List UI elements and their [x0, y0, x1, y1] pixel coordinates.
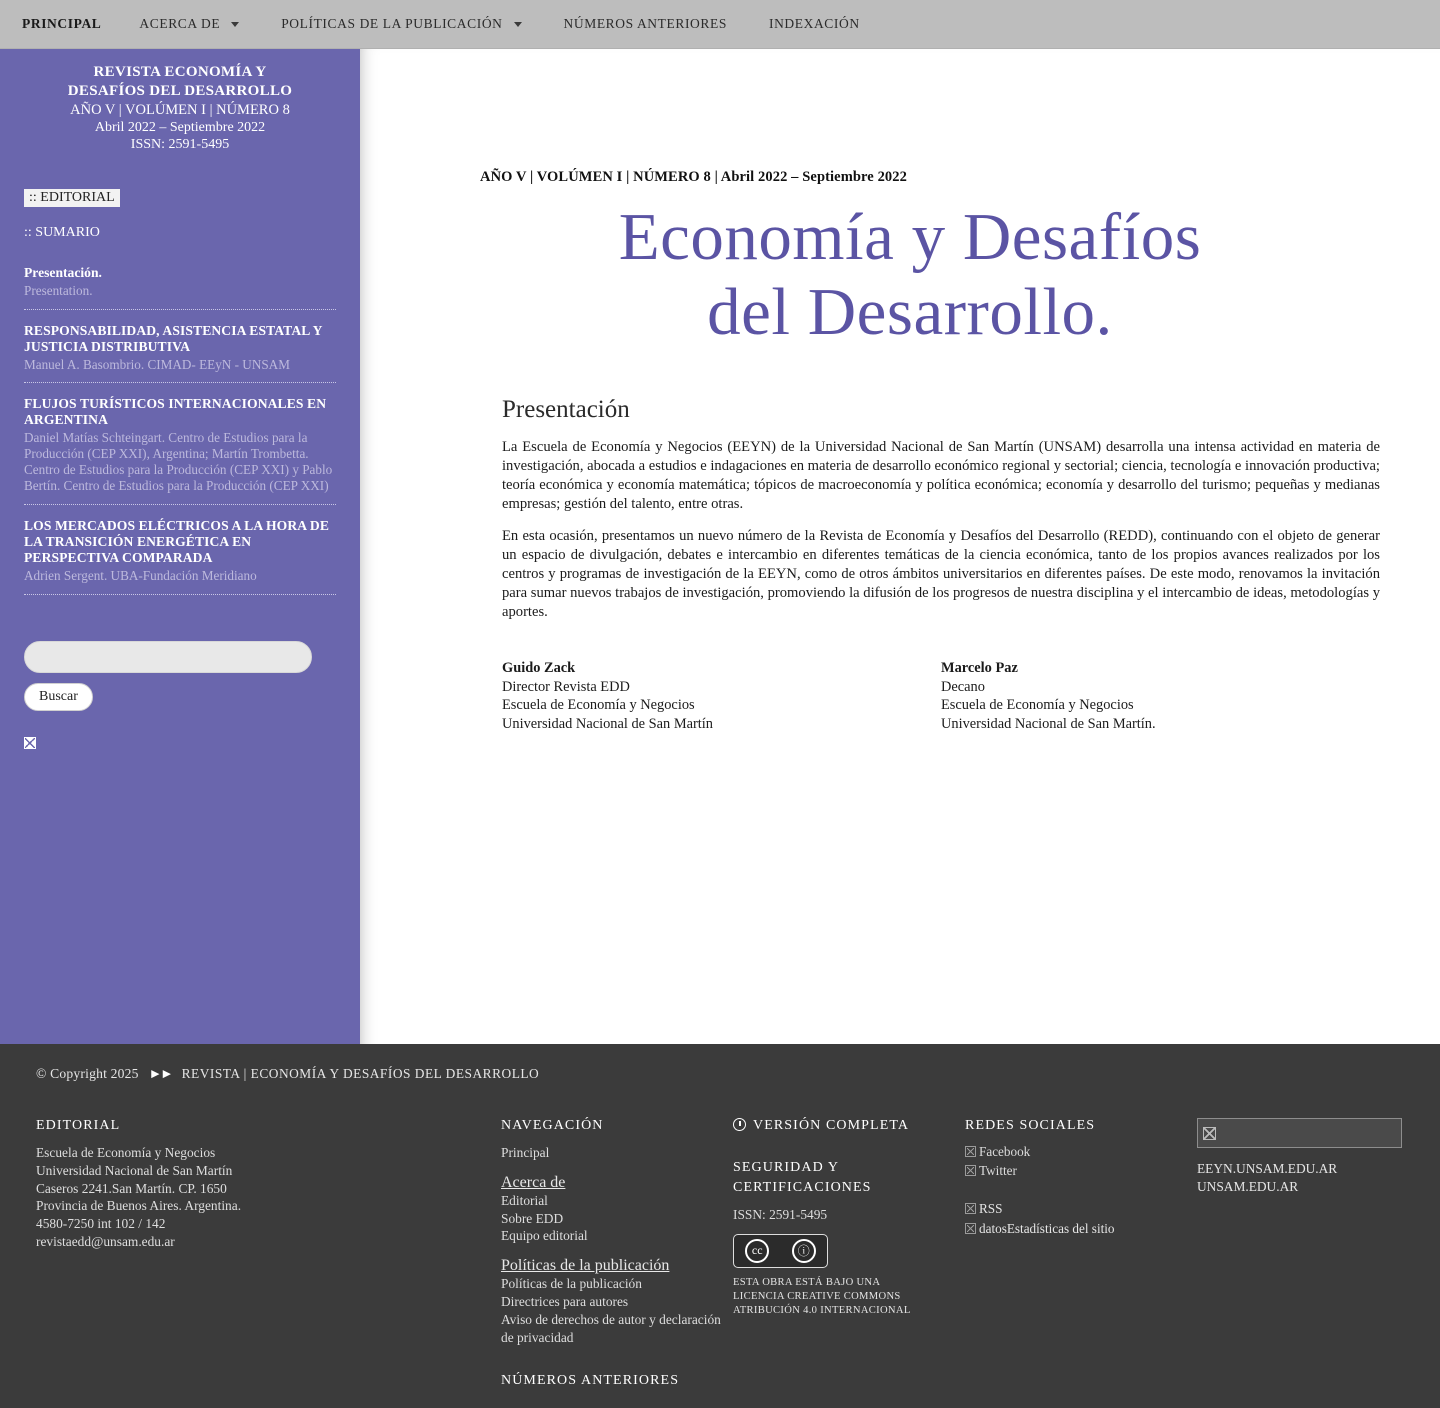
- table-of-contents: [24, 265, 336, 595]
- paragraph: La Escuela de Economía y Negocios (EEYN) de la Universidad Nacional de San Martín (UNSAM) desarrolla una intensa actividad en materia de investigación, abocada a estudios e indagaciones en materia de desarrollo económico regional y sectorial; ciencia, tecnología e innovación productiva; teoría económica y economía matemática; tópicos de macroeconomía y política económica; economía y desarrollo del turismo; pequeñas y medianas empresas; gestión del talento, entre otras.: [502, 439, 1380, 512]
- sidebar-link-sumario[interactable]: :: SUMARIO: [24, 224, 100, 240]
- issue-header-line: AÑO V | VOLÚMEN I | NÚMERO 8 | Abril 2022 – Septiembre 2022: [480, 169, 907, 185]
- sidebar-section-links: [24, 188, 336, 241]
- copyright-text: © Copyright 2025: [36, 1066, 139, 1081]
- toc-item-authors: Manuel A. Basombrio. CIMAD- EEyN - UNSAM: [24, 356, 290, 372]
- nav-item-politicas[interactable]: [281, 16, 543, 32]
- chevron-down-icon: [514, 22, 522, 27]
- chevron-down-icon: [231, 22, 239, 27]
- footer-column-navigation: [501, 1118, 733, 1399]
- footer-link-directrices[interactable]: Directrices para autores: [501, 1294, 629, 1310]
- stats-icon: [965, 1223, 976, 1234]
- social-link-twitter[interactable]: [965, 1163, 1197, 1179]
- social-label: Twitter: [979, 1163, 1017, 1178]
- footer-link-editorial[interactable]: Editorial: [501, 1192, 548, 1208]
- copyright-line: [0, 1044, 1440, 1082]
- list-item[interactable]: [24, 396, 336, 504]
- search-area: [24, 641, 336, 711]
- nav-item-label: ACERCA DE: [139, 16, 221, 31]
- site-stats-link[interactable]: [965, 1221, 1197, 1237]
- footer-link-derechos-autor[interactable]: Aviso de derechos de autor y declaración de privacidad: [501, 1311, 721, 1345]
- signature-school: Escuela de Economía y Negocios: [941, 697, 1134, 714]
- footer-issn: ISSN: 2591-5495: [733, 1207, 828, 1222]
- signature-role: Decano: [941, 678, 985, 695]
- footer-column-banner: [1197, 1118, 1427, 1399]
- footer-nav-group-politicas: [501, 1257, 733, 1346]
- footer-heading-version-label: VERSIÓN COMPLETA: [753, 1118, 910, 1133]
- signature-block: [502, 659, 1380, 733]
- page-title-line2: del Desarrollo.: [707, 275, 1113, 350]
- partner-banner-image[interactable]: [1197, 1118, 1402, 1148]
- nav-item-indexacion[interactable]: [769, 16, 882, 32]
- footer-nav-group-numeros: [501, 1373, 733, 1389]
- footer-link-equipo-editorial[interactable]: Equipo editorial: [501, 1228, 588, 1244]
- issn: ISSN: 2591-5495: [130, 137, 230, 153]
- clock-icon: [733, 1118, 746, 1131]
- editorial-phone: 4580-7250 int 102 / 142: [36, 1216, 166, 1232]
- cc-circle-icon: cc: [745, 1239, 769, 1263]
- journal-title-line1: REVISTA ECONOMÍA Y: [93, 64, 267, 80]
- list-item[interactable]: [24, 265, 336, 310]
- nav-item-label: PRINCIPAL: [22, 16, 102, 31]
- creative-commons-badge-icon[interactable]: [733, 1234, 828, 1268]
- nav-item-acerca-de[interactable]: [139, 16, 261, 32]
- footer-link-politicas[interactable]: Políticas de la publicación: [501, 1276, 642, 1292]
- signature-school: Escuela de Economía y Negocios: [502, 697, 695, 714]
- section-title: Presentación: [502, 396, 630, 424]
- signature-name: Guido Zack: [502, 660, 576, 677]
- stats-alt-label: datos: [979, 1221, 1007, 1236]
- social-label: Facebook: [979, 1144, 1031, 1159]
- footer-heading-seguridad-l2: CERTIFICACIONES: [733, 1180, 872, 1195]
- facebook-icon: [965, 1146, 976, 1157]
- list-item[interactable]: [24, 323, 336, 384]
- editorial-line: Caseros 2241.San Martín. CP. 1650: [36, 1180, 227, 1196]
- broken-image-icon: [24, 737, 36, 749]
- double-chevron-icon: ►►: [148, 1066, 172, 1081]
- footer-column-version: [733, 1118, 965, 1399]
- footer-link-acerca-de[interactable]: Acerca de: [501, 1173, 566, 1191]
- signature-name: Marcelo Paz: [941, 660, 1018, 677]
- page-body: [0, 49, 1440, 1049]
- footer-column-social: [965, 1118, 1197, 1399]
- footer-link-politicas-publicacion[interactable]: Políticas de la publicación: [501, 1257, 670, 1275]
- partner-links: [1197, 1160, 1427, 1196]
- toc-item-authors: Daniel Matías Schteingart. Centro de Estudios para la Producción (CEP XXI), Argentina; Martín Trombetta. Centro de Estudios para la Producción (CEP XXI) y Pablo Bertín. Centro de Estudios para la Producción (CEP XXI): [24, 430, 333, 493]
- stats-label: Estadísticas del sitio: [1006, 1221, 1115, 1236]
- toc-item-subtitle: Presentation.: [24, 282, 93, 298]
- toc-item-authors: Adrien Sergent. UBA-Fundación Meridiano: [24, 567, 257, 583]
- editorial-email[interactable]: revistaedd@unsam.edu.ar: [36, 1234, 175, 1250]
- rss-icon: [965, 1203, 976, 1214]
- search-input[interactable]: [24, 641, 312, 673]
- license-text: ESTA OBRA ESTÁ BAJO UNA LICENCIA CREATIVE COMMONS ATRIBUCIÓN 4.0 INTERNACIONAL: [733, 1276, 911, 1317]
- nav-item-numeros-anteriores[interactable]: [564, 16, 749, 32]
- top-navigation-bar: [0, 0, 1440, 49]
- footer-column-editorial: [36, 1118, 501, 1399]
- footer-nav-group-acerca: [501, 1174, 733, 1245]
- nav-item-label: NÚMEROS ANTERIORES: [563, 16, 727, 31]
- twitter-icon: [965, 1165, 976, 1176]
- page-title: [480, 200, 1380, 350]
- site-footer: [0, 1044, 1440, 1408]
- link-unsam[interactable]: UNSAM.EDU.AR: [1197, 1179, 1299, 1195]
- social-link-rss[interactable]: [965, 1201, 1197, 1217]
- signature-university: Universidad Nacional de San Martín.: [941, 715, 1156, 732]
- footer-heading-redes-sociales: REDES SOCIALES: [965, 1118, 1096, 1133]
- footer-link-sobre-edd[interactable]: Sobre EDD: [501, 1210, 564, 1226]
- social-link-facebook[interactable]: [965, 1144, 1197, 1160]
- page-title-line1: Economía y Desafíos: [618, 200, 1202, 274]
- nav-item-principal[interactable]: [22, 16, 101, 32]
- toc-item-title: RESPONSABILIDAD, ASISTENCIA ESTATAL Y JUSTICIA DISTRIBUTIVA: [24, 322, 323, 354]
- toc-item-title: LOS MERCADOS ELÉCTRICOS A LA HORA DE LA TRANSICIÓN ENERGÉTICA EN PERSPECTIVA COMPARADA: [24, 517, 329, 565]
- sidebar-link-editorial[interactable]: :: EDITORIAL: [24, 189, 120, 207]
- toc-item-title: FLUJOS TURÍSTICOS INTERNACIONALES EN ARGENTINA: [24, 396, 327, 428]
- link-eeyn-unsam[interactable]: EEYN.UNSAM.EDU.AR: [1197, 1161, 1338, 1176]
- footer-link-principal[interactable]: Principal: [501, 1145, 550, 1160]
- nav-item-label: INDEXACIÓN: [768, 16, 860, 31]
- footer-heading-editorial: EDITORIAL: [36, 1118, 121, 1133]
- signature-guido-zack: [502, 659, 941, 733]
- signature-marcelo-paz: [941, 659, 1380, 733]
- editorial-line: Universidad Nacional de San Martín: [36, 1162, 233, 1178]
- issue-dates: Abril 2022 – Septiembre 2022: [94, 119, 266, 135]
- main-content: [360, 49, 1440, 1049]
- signature-university: Universidad Nacional de San Martín: [502, 715, 714, 732]
- editorial-line: Escuela de Economía y Negocios: [36, 1145, 216, 1160]
- footer-journal-name: REVISTA | ECONOMÍA Y DESAFÍOS DEL DESARROLLO: [181, 1066, 540, 1081]
- editorial-line: Provincia de Buenos Aires. Argentina.: [36, 1198, 242, 1214]
- sidebar: [0, 49, 360, 1049]
- cc-by-icon: ⓘ: [792, 1239, 816, 1263]
- rss-label: RSS: [979, 1201, 1003, 1216]
- search-button[interactable]: Buscar: [24, 683, 93, 711]
- issue-designation: AÑO V | VOLÚMEN I | NÚMERO 8: [70, 101, 290, 118]
- footer-columns: [0, 1082, 1440, 1399]
- footer-heading-version-completa: [733, 1118, 965, 1134]
- footer-heading-navigation: NAVEGACIÓN: [501, 1118, 604, 1133]
- toc-item-title: Presentación.: [24, 264, 102, 280]
- paragraph: En esta ocasión, presentamos un nuevo número de la Revista de Economía y Desafíos del Desarrollo (REDD), continuando con el objeto de generar un espacio de divulgación, debates e intercambio en diferentes temáticas de la ciencia económica, tanto de los propios avances realizados por los centros y programas de investigación de la EEYN, como de otros ámbitos universitarios en diferentes países. De este modo, renovamos la invitación para sumar nuevos trabajos de investigación, promoviendo la difusión de los progresos de nuestra disciplina y el intercambio de ideas, metodologías y aportes.: [502, 528, 1380, 620]
- list-item[interactable]: [24, 518, 336, 595]
- sidebar-masthead: [24, 63, 336, 154]
- nav-item-label: POLÍTICAS DE LA PUBLICACIÓN: [281, 16, 503, 31]
- footer-heading-numeros-anteriores[interactable]: NÚMEROS ANTERIORES: [501, 1372, 680, 1388]
- footer-heading-seguridad-l1: SEGURIDAD Y: [733, 1160, 840, 1175]
- journal-title-line2: DESAFÍOS DEL DESARROLLO: [67, 82, 293, 99]
- signature-role: Director Revista EDD: [502, 678, 630, 695]
